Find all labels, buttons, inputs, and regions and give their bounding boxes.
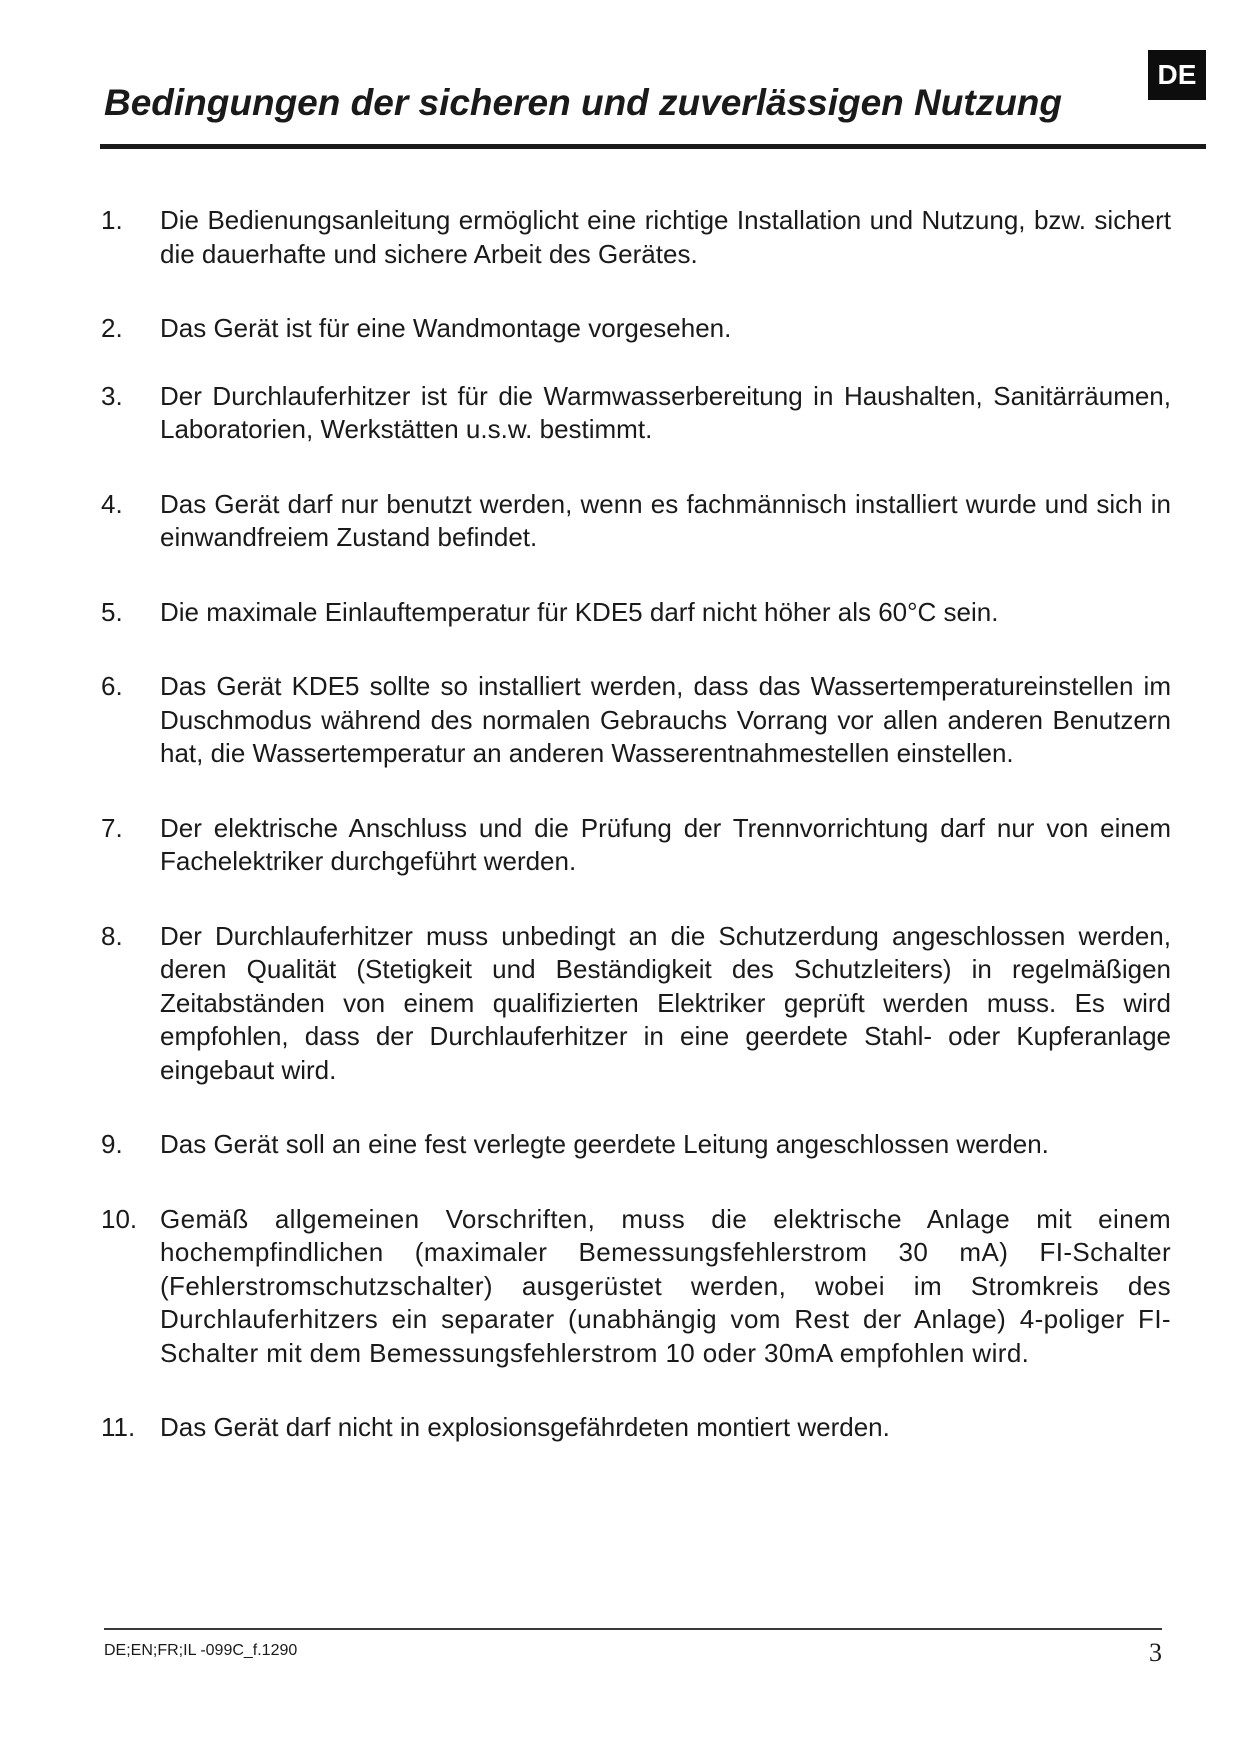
condition-item-10 bbox=[101, 1203, 1171, 1371]
condition-item-11 bbox=[101, 1411, 1171, 1445]
condition-text: Der Durchlauferhitzer muss unbedingt an die Schutzerdung angeschlossen werden, deren Qualität (Stetigkeit und Beständigkeit des Schutzleiters) in regelmäßigen Zeitabständen von einem qualifizierten Elektriker geprüft werden muss. Es wird empfohlen, dass der Durchlauferhitzer in eine geerdete Stahl- oder Kupferanlage eingebaut wird. bbox=[160, 920, 1171, 1085]
condition-number: 6. bbox=[101, 671, 123, 701]
condition-text: Das Gerät ist für eine Wandmontage vorgesehen. bbox=[160, 313, 732, 343]
condition-text: Das Gerät darf nicht in explosionsgefährdeten montiert werden. bbox=[160, 1412, 890, 1442]
condition-number: 5. bbox=[101, 596, 123, 627]
condition-number: 8. bbox=[101, 920, 123, 951]
condition-text: Das Gerät KDE5 sollte so installiert werden, dass das Wassertemperatureinstellen im Duschmodus während des normalen Gebrauchs Vorrang vor allen anderen Benutzern hat, die Wassertemperatur an anderen Wasserentnahmestellen einstellen. bbox=[160, 671, 1171, 768]
condition-item-2 bbox=[101, 312, 1171, 346]
condition-item-5 bbox=[101, 596, 1171, 630]
conditions-list bbox=[101, 204, 1171, 1445]
document-code: DE;EN;FR;IL -099C_f.1290 bbox=[104, 1642, 298, 1659]
condition-number: 4. bbox=[101, 488, 123, 519]
condition-item-7 bbox=[101, 812, 1171, 879]
condition-item-3 bbox=[101, 380, 1171, 447]
condition-item-8 bbox=[101, 920, 1171, 1088]
condition-item-4 bbox=[101, 488, 1171, 555]
page-number: 3 bbox=[1149, 1638, 1162, 1667]
title-divider bbox=[100, 144, 1206, 149]
condition-text: Gemäß allgemeinen Vorschriften, muss die elektrische Anlage mit einem hochempfindlichen (maximaler Bemessungsfehlerstrom 30 mA) FI-Schalter (Fehlerstromschutzschalter) ausgerüstet werden, wobei im Stromkreis des Durchlauferhitzers ein separater (unabhängig vom Rest der Anlage) 4-poliger FI-Schalter mit dem Bemessungsfehlerstrom 10 oder 30mA empfohlen wird. bbox=[160, 1203, 1171, 1368]
condition-number: 7. bbox=[101, 812, 123, 843]
condition-item-9 bbox=[101, 1128, 1171, 1162]
language-badge: DE bbox=[1148, 50, 1206, 100]
condition-text: Der Durchlauferhitzer ist für die Warmwasserbereitung in Haushalten, Sanitärräumen, Laboratorien, Werkstätten u.s.w. bestimmt. bbox=[160, 380, 1171, 444]
condition-text: Die Bedienungsanleitung ermöglicht eine richtige Installation und Nutzung, bzw. sichert die dauerhafte und sichere Arbeit des Gerätes. bbox=[160, 205, 1171, 269]
condition-item-6 bbox=[101, 670, 1171, 771]
condition-text: Der elektrische Anschluss und die Prüfung der Trennvorrichtung darf nur von einem Fachelektriker durchgeführt werden. bbox=[160, 812, 1171, 876]
condition-number: 2. bbox=[101, 313, 123, 343]
footer-divider bbox=[104, 1628, 1162, 1630]
page-title: Bedingungen der sicheren und zuverlässigen Nutzung bbox=[104, 82, 1063, 123]
condition-number: 1. bbox=[101, 205, 123, 235]
condition-text: Das Gerät darf nur benutzt werden, wenn es fachmännisch installiert wurde und sich in einwandfreiem Zustand befindet. bbox=[160, 488, 1171, 552]
condition-item-1 bbox=[101, 204, 1171, 271]
condition-text: Das Gerät soll an eine fest verlegte geerdete Leitung angeschlossen werden. bbox=[160, 1129, 1049, 1159]
condition-number: 9. bbox=[101, 1129, 123, 1159]
condition-number: 11. bbox=[101, 1412, 136, 1442]
condition-number: 3. bbox=[101, 380, 123, 411]
condition-number: 10. bbox=[101, 1203, 138, 1234]
condition-text: Die maximale Einlauftemperatur für KDE5 darf nicht höher als 60°C sein. bbox=[160, 596, 999, 627]
